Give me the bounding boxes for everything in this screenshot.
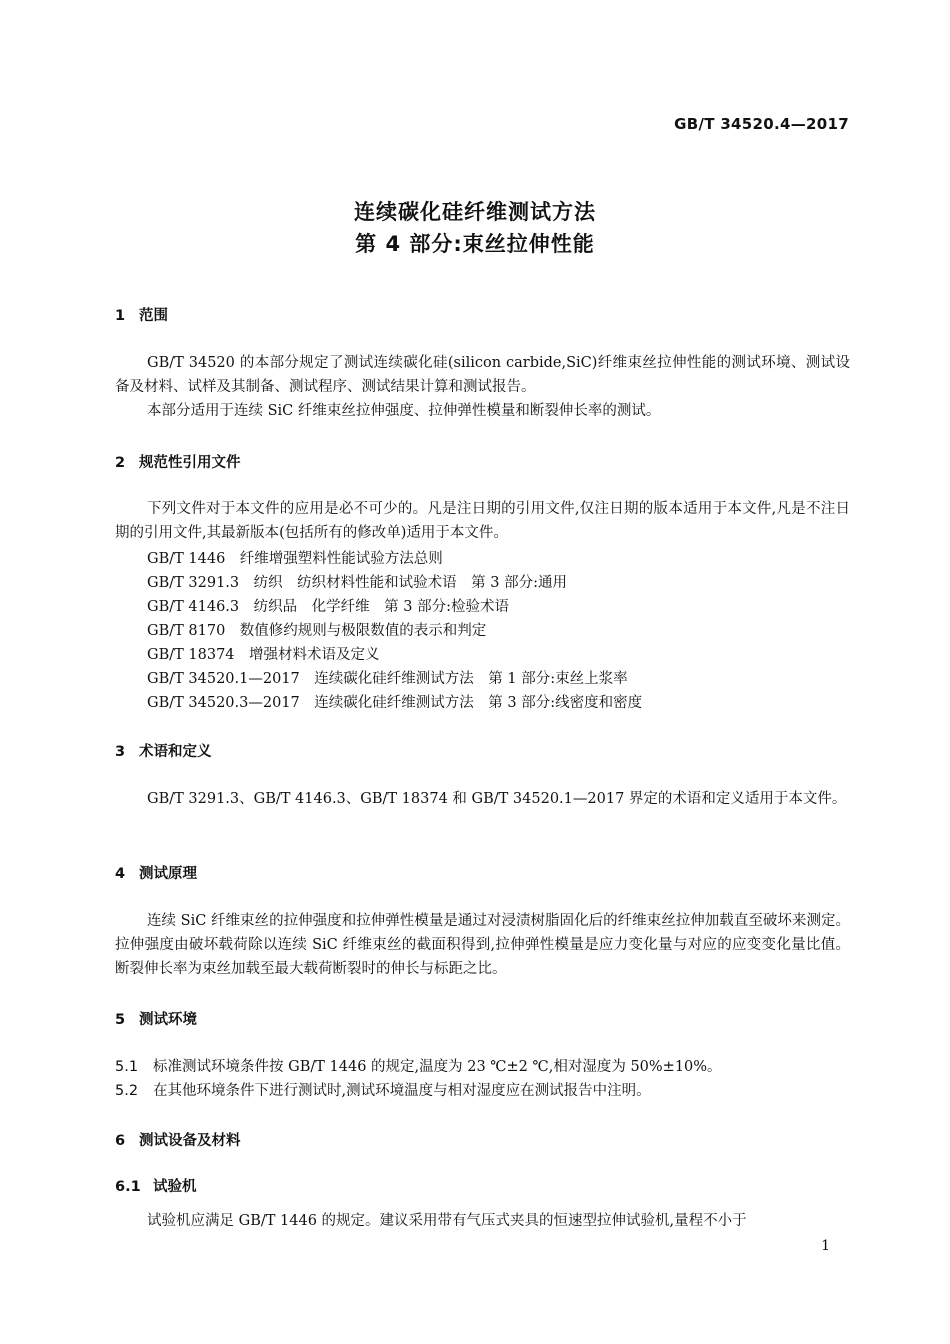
document-title-line1: 连续碳化硅纤维测试方法 <box>354 200 596 224</box>
reference-item: GB/T 4146.3 纺织品 化学纤维 第 3 部分:检验术语 <box>147 599 509 615</box>
reference-item: GB/T 18374 增强材料术语及定义 <box>147 647 380 663</box>
section-1-paragraph-1: GB/T 34520 的本部分规定了测试连续碳化硅(silicon carbide,SiC)纤维束丝拉伸性能的测试环境、测试设备及材料、试样及其制备、测试程序、测试结果计算和测试报告。 <box>115 355 850 395</box>
reference-item: GB/T 3291.3 纺织 纺织材料性能和试验术语 第 3 部分:通用 <box>147 575 567 591</box>
section-number: 6 <box>115 1133 126 1149</box>
subsection-title: 试验机 <box>153 1179 197 1195</box>
reference-item: GB/T 34520.1—2017 连续碳化硅纤维测试方法 第 1 部分:束丝上浆率 <box>147 671 628 687</box>
section-2-heading <box>115 451 241 472</box>
section-6-heading <box>115 1129 241 1150</box>
section-title: 测试原理 <box>139 866 197 882</box>
clause-text: 标准测试环境条件按 GB/T 1446 的规定,温度为 23 ℃±2 ℃,相对湿度为 50%±10%。 <box>153 1059 722 1075</box>
section-5-heading <box>115 1008 197 1029</box>
section-4-paragraph-1: 连续 SiC 纤维束丝的拉伸强度和拉伸弹性模量是通过对浸渍树脂固化后的纤维束丝拉伸加载直至破坏来测定。拉伸强度由破坏载荷除以连续 SiC 纤维束丝的截面积得到,拉伸弹性模量是应力变化量与对应的应变变化量比值。断裂伸长率为束丝加载至最大载荷断裂时的伸长与标距之比。 <box>115 913 850 977</box>
clause-5-1 <box>115 1055 722 1076</box>
standard-code: GB/T 34520.4—2017 <box>674 115 849 133</box>
section-6-1-paragraph-1: 试验机应满足 GB/T 1446 的规定。建议采用带有气压式夹具的恒速型拉伸试验机,量程不小于 <box>147 1213 747 1229</box>
section-number: 5 <box>115 1012 126 1028</box>
section-4-heading <box>115 862 197 883</box>
section-1-heading <box>115 304 168 325</box>
clause-number: 5.1 <box>115 1059 139 1075</box>
section-1-paragraph-2: 本部分适用于连续 SiC 纤维束丝拉伸强度、拉伸弹性模量和断裂伸长率的测试。 <box>147 403 661 419</box>
subsection-6-1-heading <box>115 1175 197 1196</box>
clause-text: 在其他环境条件下进行测试时,测试环境温度与相对湿度应在测试报告中注明。 <box>153 1083 651 1099</box>
section-number: 3 <box>115 744 126 760</box>
section-3-heading <box>115 740 212 761</box>
section-title: 测试环境 <box>139 1012 197 1028</box>
document-title-line2: 第 4 部分:束丝拉伸性能 <box>355 232 595 256</box>
section-title: 范围 <box>139 308 168 324</box>
section-number: 1 <box>115 308 126 324</box>
section-number: 2 <box>115 455 126 471</box>
subsection-number: 6.1 <box>115 1179 141 1195</box>
section-number: 4 <box>115 866 126 882</box>
section-title: 测试设备及材料 <box>139 1133 241 1149</box>
section-title: 规范性引用文件 <box>139 455 241 471</box>
reference-item: GB/T 1446 纤维增强塑料性能试验方法总则 <box>147 551 443 567</box>
section-2-paragraph-1: 下列文件对于本文件的应用是必不可少的。凡是注日期的引用文件,仅注日期的版本适用于本文件,凡是不注日期的引用文件,其最新版本(包括所有的修改单)适用于本文件。 <box>115 501 850 541</box>
reference-item: GB/T 8170 数值修约规则与极限数值的表示和判定 <box>147 623 487 639</box>
section-3-paragraph-1: GB/T 3291.3、GB/T 4146.3、GB/T 18374 和 GB/T 34520.1—2017 界定的术语和定义适用于本文件。 <box>147 791 847 807</box>
section-title: 术语和定义 <box>139 744 212 760</box>
page-number: 1 <box>821 1238 830 1254</box>
reference-item: GB/T 34520.3—2017 连续碳化硅纤维测试方法 第 3 部分:线密度和密度 <box>147 695 643 711</box>
clause-5-2 <box>115 1079 651 1100</box>
clause-number: 5.2 <box>115 1083 139 1099</box>
